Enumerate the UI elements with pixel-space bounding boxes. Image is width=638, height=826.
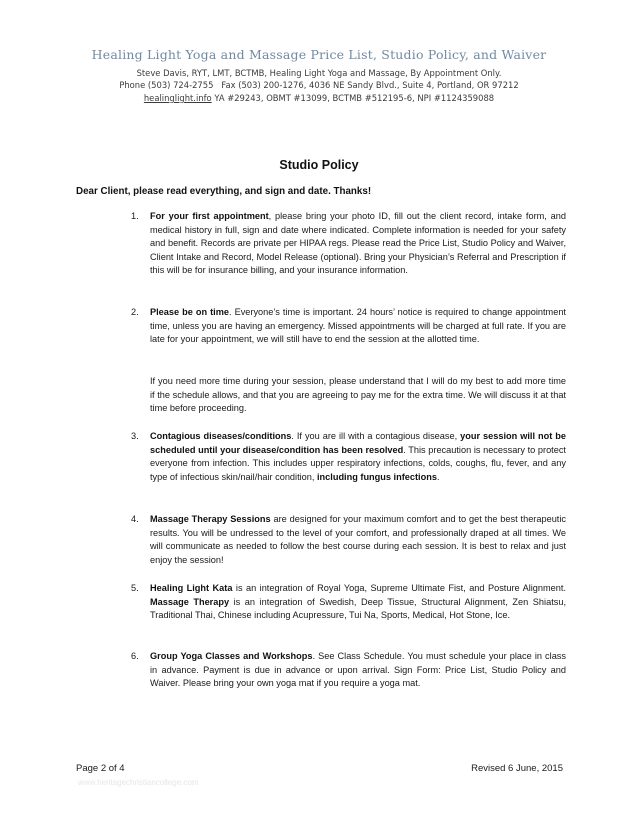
page-title: Studio Policy <box>279 158 359 172</box>
item-text: . Everyone’s time is important. 24 hours’ notice is required to change appointment time, unless you are having an emergency. Missed appointments will be charged at full rate. If you are late for your appointment, we will still have to end the session at the allotted time. <box>150 307 566 344</box>
item-number: 5. <box>131 583 139 593</box>
item-number: 6. <box>131 651 139 661</box>
website-link[interactable]: healinglight.info <box>143 93 212 103</box>
item-lead: Group Yoga Classes and Workshops <box>150 651 313 661</box>
policy-item-massage-sessions <box>150 513 566 567</box>
item-number: 3. <box>131 431 139 441</box>
item-text: . See Class Schedule. You must schedule your place in class in advance. Payment is due in advance or upon arrival. Sign Form: Price List, Studio Policy and Waiver. Please bring your own yoga mat if you require a yoga mat. <box>150 651 566 688</box>
item-text: are designed for your maximum comfort and to get the best therapeutic results. You will be undressed to the level of your comfort, and professionally draped at all times. We will communicate as needed to follow the best course during each session. It is best to relax and just enjoy the session! <box>150 514 566 565</box>
salutation: Dear Client, please read everything, and sign and date. Thanks! <box>76 186 372 197</box>
item-text: is an integration of Royal Yoga, Supreme Ultimate Fist, and Posture Alignment. <box>232 583 566 593</box>
revised-date: Revised 6 June, 2015 <box>471 763 563 774</box>
item-text: . This precaution is necessary to protect everyone from infection. This includes upper respiratory infections, colds, coughs, flu, fever, and any type of infectious skin/nail/hair condition, <box>150 444 566 482</box>
item-text: . If you are ill with a contagious disease, <box>291 431 461 441</box>
item-bold-text: including fungus infections <box>317 471 437 482</box>
policy-item-extra-time: If you need more time during your session, please understand that I will do my best to add more time if the schedule allows, and that you are agreeing to pay me for the extra time. We will discuss it at that time before proceeding. <box>150 376 566 413</box>
item-number: 1. <box>131 211 139 221</box>
policy-item-contagious <box>150 430 566 484</box>
policy-item-on-time <box>150 306 566 347</box>
item-lead: Contagious diseases/conditions <box>150 431 292 441</box>
policy-item-group-classes <box>150 650 566 691</box>
item-number: 2. <box>131 307 139 317</box>
item-text: , please bring your photo ID, fill out the client record, intake form, and medical history in full, sign and date where indicated. Complete information is needed for your safety and benefit. Records are private per HIPAA regs. Please read the Price List, Studio Policy and Waiver, Client Intake and Record, Model Release (optional). Bring your Physician’s Referral and Prescription if this will be for insurance billing, and your insurance information. <box>150 211 567 275</box>
policy-item-kata <box>150 582 566 623</box>
item-bold-text: your session will not be scheduled until your disease/condition has been resolved <box>150 431 566 455</box>
header-contact-line: Steve Davis, RYT, LMT, BCTMB, Healing Light Yoga and Massage, By Appointment Only. <box>136 68 502 78</box>
header-phone-address-line: Phone (503) 724-2755 Fax (503) 200-1276, 4036 NE Sandy Blvd., Suite 4, Portland, OR 97212 <box>119 80 519 90</box>
header-license-line <box>0 93 638 103</box>
item-text: . <box>436 471 440 482</box>
license-numbers: YA #29243, OBMT #13099, BCTMB #512195-6, NPI #1124359088 <box>211 93 495 103</box>
item-text: is an integration of Swedish, Deep Tissue, Structural Alignment, Zen Shiatsu, Traditional Thai, Chinese including Acupressure, Tui Na, Sports, Medical, Hot Stone, Ice. <box>150 596 566 620</box>
item-number: 4. <box>131 514 139 524</box>
item-lead: For your first appointment <box>150 211 269 221</box>
policy-item-first-appointment <box>150 210 566 278</box>
document-header-title: Healing Light Yoga and Massage Price List, Studio Policy, and Waiver <box>91 47 547 62</box>
item-lead: Please be on time <box>150 307 229 317</box>
watermark-text: www.heritagechristiancollege.com <box>78 778 199 787</box>
item-bold-text: Massage Therapy <box>150 596 230 607</box>
item-lead: Massage Therapy Sessions <box>150 514 271 524</box>
item-lead: Healing Light Kata <box>150 583 233 593</box>
page-number: Page 2 of 4 <box>76 763 125 774</box>
